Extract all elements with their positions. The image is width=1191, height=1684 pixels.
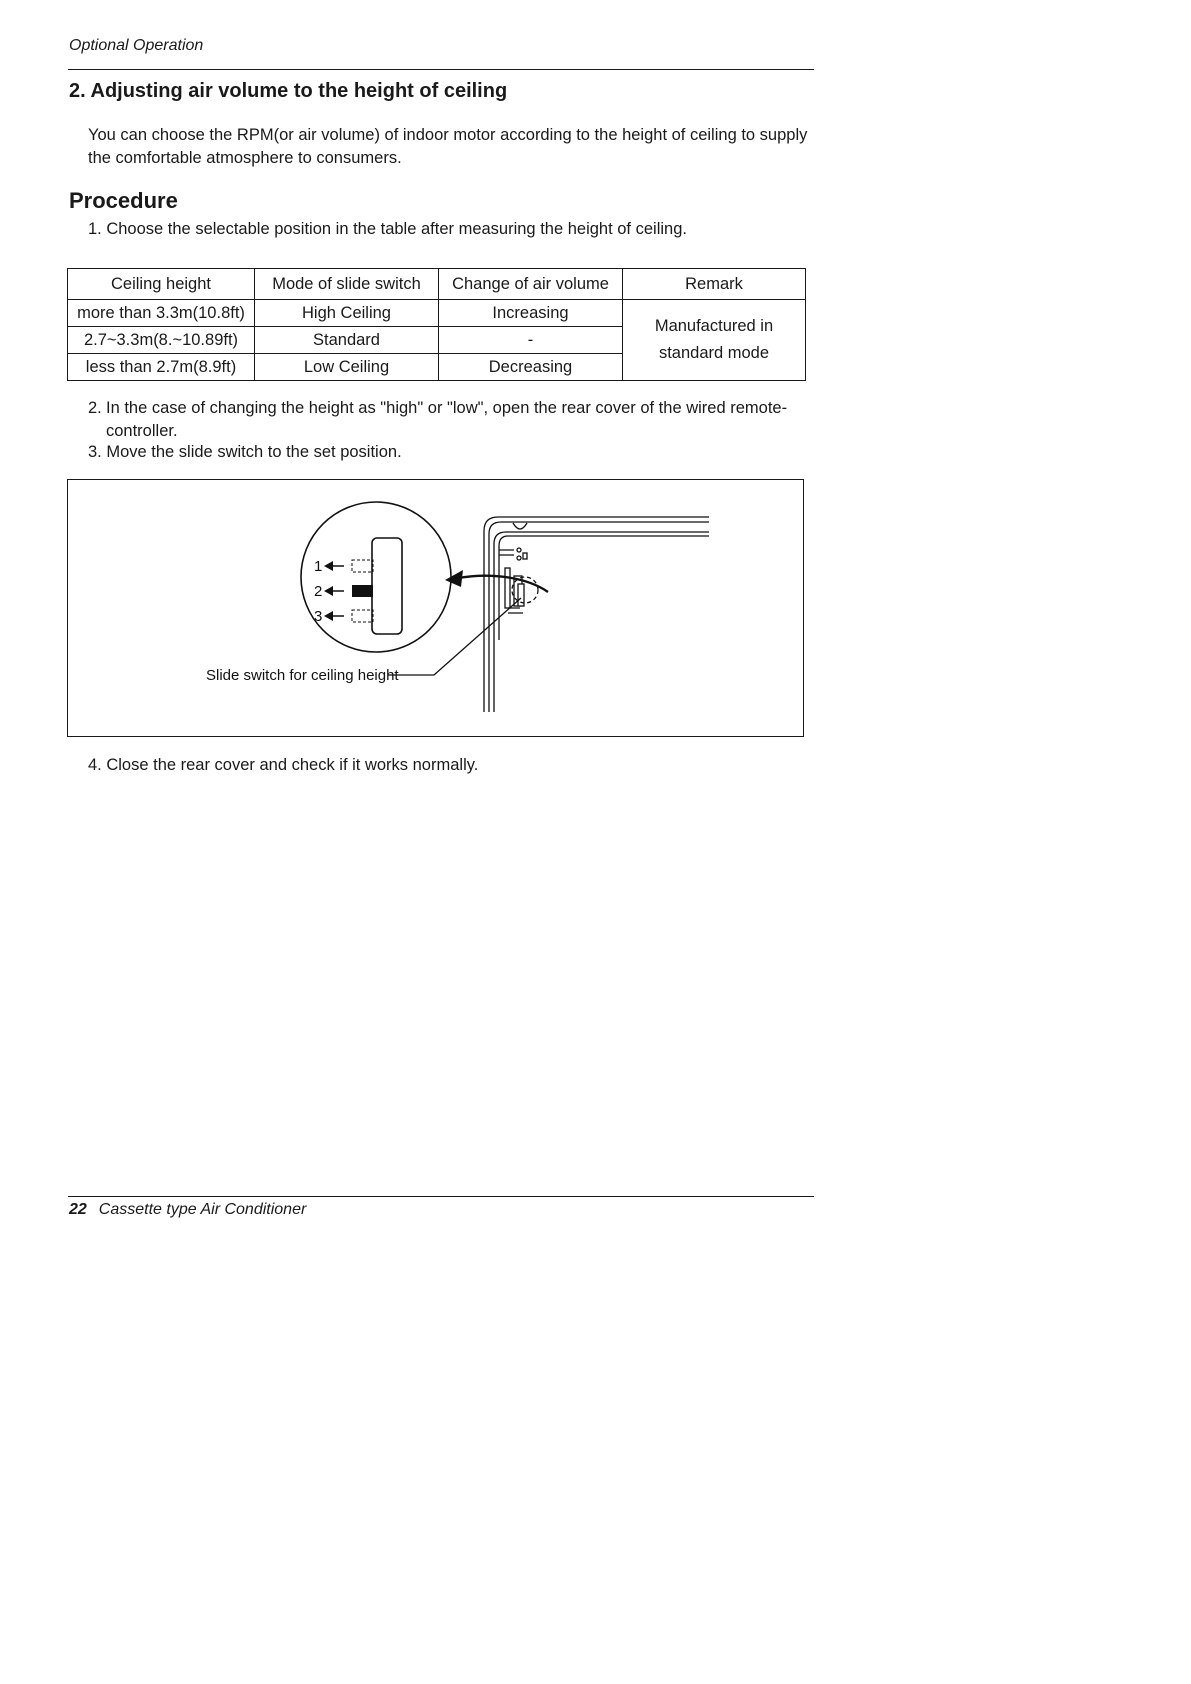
table-cell: Increasing xyxy=(439,300,623,327)
arrowhead-icon xyxy=(324,586,333,596)
section-header: Optional Operation xyxy=(69,37,204,54)
footer-rule xyxy=(68,1196,814,1197)
remote-controller-outline xyxy=(484,517,709,712)
curved-arrowhead-icon xyxy=(445,570,463,587)
header-rule xyxy=(68,69,814,70)
procedure-step-2 xyxy=(88,397,808,442)
remark-line: standard mode xyxy=(658,344,770,362)
table-cell: less than 2.7m(8.9ft) xyxy=(68,354,255,381)
position-label: 3 xyxy=(314,608,323,625)
table-header-cell: Change of air volume xyxy=(439,269,623,300)
magnifier-circle xyxy=(301,502,451,652)
ceiling-height-table xyxy=(67,268,806,381)
footer xyxy=(69,1201,306,1219)
diagram-label: Slide switch for ceiling height xyxy=(206,667,399,684)
table-cell: 2.7~3.3m(8.~10.89ft) xyxy=(68,327,255,354)
intro-paragraph: You can choose the RPM(or air volume) of indoor motor according to the height of ceiling to supply the comfortable atmosphere to consumers. xyxy=(88,126,808,167)
table-header-row xyxy=(68,269,806,300)
position-label: 1 xyxy=(314,558,323,575)
footer-title: Cassette type Air Conditioner xyxy=(98,1201,307,1218)
procedure-step-3: 3. Move the slide switch to the set position. xyxy=(88,443,402,461)
table-cell: High Ceiling xyxy=(255,300,439,327)
table-header-cell: Remark xyxy=(623,269,806,300)
slide-switch-diagram xyxy=(68,480,803,736)
procedure-step-4: 4. Close the rear cover and check if it works normally. xyxy=(88,756,479,774)
leader-line xyxy=(388,598,521,675)
table-cell: Standard xyxy=(255,327,439,354)
table-cell: Decreasing xyxy=(439,354,623,381)
procedure-step-1: 1. Choose the selectable position in the table after measuring the height of ceiling. xyxy=(88,220,687,238)
table-cell: more than 3.3m(10.8ft) xyxy=(68,300,255,327)
table-remark-cell xyxy=(623,300,806,381)
procedure-title: Procedure xyxy=(69,188,178,213)
table-row xyxy=(68,300,806,327)
table-header-cell: Ceiling height xyxy=(68,269,255,300)
active-slot xyxy=(352,585,373,597)
position-slot xyxy=(352,560,373,572)
step-2-line-1: In the case of changing the height as "high" or "low", open the rear cover of the wired remote- xyxy=(106,399,788,417)
page-number: 22 xyxy=(69,1201,87,1218)
diagram-box xyxy=(67,479,804,737)
step-number: 2. xyxy=(88,399,102,417)
position-slot xyxy=(352,610,373,622)
position-label: 2 xyxy=(314,583,323,600)
step-2-line-2: controller. xyxy=(106,421,178,440)
section-heading: 2. Adjusting air volume to the height of ceiling xyxy=(69,80,508,102)
table-header-cell: Mode of slide switch xyxy=(255,269,439,300)
remark-line: Manufactured in xyxy=(654,317,774,335)
curved-arrow xyxy=(458,576,548,592)
switch-body xyxy=(372,538,402,634)
table-cell: Low Ceiling xyxy=(255,354,439,381)
arrowhead-icon xyxy=(324,561,333,571)
table-cell: - xyxy=(439,327,623,354)
arrowhead-icon xyxy=(324,611,333,621)
